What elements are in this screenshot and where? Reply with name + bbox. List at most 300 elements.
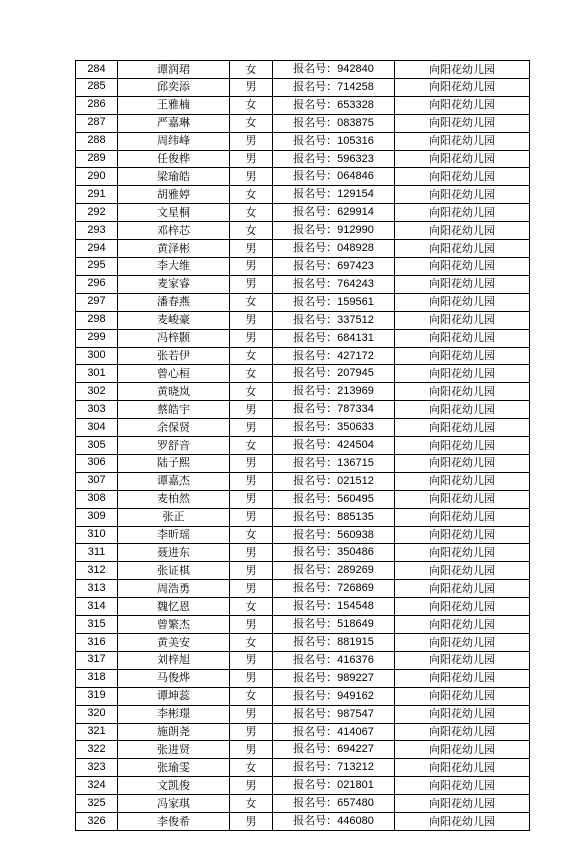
kindergarten-name: 向阳花幼儿园 bbox=[395, 472, 530, 490]
row-number: 290 bbox=[76, 168, 118, 186]
registration-label: 报名号： bbox=[293, 402, 338, 416]
row-number: 310 bbox=[76, 526, 118, 544]
row-number: 326 bbox=[76, 813, 118, 831]
registration-number-cell bbox=[273, 347, 395, 365]
student-name: 周浩勇 bbox=[118, 580, 230, 598]
student-name: 余保贤 bbox=[118, 419, 230, 437]
registration-number: 083875 bbox=[337, 116, 374, 129]
kindergarten-name: 向阳花幼儿园 bbox=[395, 168, 530, 186]
table-row bbox=[76, 347, 530, 365]
row-number: 323 bbox=[76, 759, 118, 777]
row-number: 308 bbox=[76, 490, 118, 508]
table-row bbox=[76, 132, 530, 150]
registration-number-cell bbox=[273, 705, 395, 723]
student-gender: 男 bbox=[230, 257, 273, 275]
registration-number: 213969 bbox=[337, 385, 374, 398]
registration-number: 159561 bbox=[337, 295, 374, 308]
student-name: 张若伊 bbox=[118, 347, 230, 365]
table-row bbox=[76, 705, 530, 723]
registration-number-cell bbox=[273, 401, 395, 419]
row-number: 307 bbox=[76, 472, 118, 490]
row-number: 292 bbox=[76, 204, 118, 222]
student-gender: 男 bbox=[230, 454, 273, 472]
kindergarten-name: 向阳花幼儿园 bbox=[395, 454, 530, 472]
student-gender: 男 bbox=[230, 275, 273, 293]
kindergarten-name: 向阳花幼儿园 bbox=[395, 598, 530, 616]
registration-label: 报名号： bbox=[293, 814, 338, 828]
registration-label: 报名号： bbox=[293, 348, 338, 362]
registration-number: 949162 bbox=[337, 689, 374, 702]
registration-label: 报名号： bbox=[293, 133, 338, 147]
kindergarten-name: 向阳花幼儿园 bbox=[395, 634, 530, 652]
registration-label: 报名号： bbox=[293, 294, 338, 308]
row-number: 306 bbox=[76, 454, 118, 472]
student-name: 聂进东 bbox=[118, 544, 230, 562]
registration-number: 942840 bbox=[337, 63, 374, 75]
student-gender: 女 bbox=[230, 526, 273, 544]
registration-number: 653328 bbox=[337, 98, 374, 111]
student-name: 曾心桓 bbox=[118, 365, 230, 383]
registration-number-cell bbox=[273, 544, 395, 562]
row-number: 321 bbox=[76, 723, 118, 741]
kindergarten-name: 向阳花幼儿园 bbox=[395, 651, 530, 669]
registration-label: 报名号： bbox=[293, 312, 338, 326]
registration-number-cell bbox=[273, 723, 395, 741]
table-row bbox=[76, 777, 530, 795]
kindergarten-name: 向阳花幼儿园 bbox=[395, 687, 530, 705]
registration-number-cell bbox=[273, 508, 395, 526]
kindergarten-name: 向阳花幼儿园 bbox=[395, 616, 530, 634]
row-number: 312 bbox=[76, 562, 118, 580]
table-row bbox=[76, 293, 530, 311]
registration-number-cell bbox=[273, 61, 395, 79]
registration-label: 报名号： bbox=[293, 491, 338, 505]
registration-label: 报名号： bbox=[293, 706, 338, 720]
row-number: 311 bbox=[76, 544, 118, 562]
table-row bbox=[76, 61, 530, 79]
table-row bbox=[76, 490, 530, 508]
registration-number: 350633 bbox=[337, 421, 374, 434]
registration-label: 报名号： bbox=[293, 563, 338, 577]
registration-number-cell bbox=[273, 329, 395, 347]
table-row bbox=[76, 651, 530, 669]
student-gender: 男 bbox=[230, 311, 273, 329]
row-number: 288 bbox=[76, 132, 118, 150]
student-name: 魏忆恩 bbox=[118, 598, 230, 616]
registration-number: 657480 bbox=[337, 797, 374, 810]
registration-number-cell bbox=[273, 96, 395, 114]
registration-number: 136715 bbox=[337, 456, 374, 469]
row-number: 286 bbox=[76, 96, 118, 114]
registration-number-cell bbox=[273, 132, 395, 150]
student-gender: 女 bbox=[230, 437, 273, 455]
table-row bbox=[76, 437, 530, 455]
registration-label: 报名号： bbox=[293, 97, 338, 111]
registration-number-cell bbox=[273, 741, 395, 759]
student-name: 张进贤 bbox=[118, 741, 230, 759]
registration-number-cell bbox=[273, 795, 395, 813]
registration-number: 289269 bbox=[337, 564, 374, 577]
student-name: 张证棋 bbox=[118, 562, 230, 580]
kindergarten-name: 向阳花幼儿园 bbox=[395, 383, 530, 401]
kindergarten-name: 向阳花幼儿园 bbox=[395, 526, 530, 544]
registration-label: 报名号： bbox=[293, 366, 338, 380]
registration-number-cell bbox=[273, 257, 395, 275]
student-name: 邱奕添 bbox=[118, 78, 230, 96]
kindergarten-name: 向阳花幼儿园 bbox=[395, 365, 530, 383]
row-number: 301 bbox=[76, 365, 118, 383]
registration-number-cell bbox=[273, 150, 395, 168]
student-name: 谭润珺 bbox=[118, 61, 230, 79]
registration-number-cell bbox=[273, 114, 395, 132]
registration-number-cell bbox=[273, 222, 395, 240]
student-gender: 男 bbox=[230, 401, 273, 419]
student-name: 罗舒音 bbox=[118, 437, 230, 455]
table-row bbox=[76, 813, 530, 831]
registration-label: 报名号： bbox=[293, 635, 338, 648]
registration-number: 048928 bbox=[337, 242, 374, 255]
student-name: 胡雅婷 bbox=[118, 186, 230, 204]
student-name: 张瑜雯 bbox=[118, 759, 230, 777]
student-name: 任俊桦 bbox=[118, 150, 230, 168]
table-row bbox=[76, 687, 530, 705]
registration-label: 报名号： bbox=[293, 599, 338, 613]
table-row bbox=[76, 114, 530, 132]
table-row bbox=[76, 741, 530, 759]
student-gender: 女 bbox=[230, 293, 273, 311]
table-row bbox=[76, 544, 530, 562]
registration-label: 报名号： bbox=[293, 617, 338, 631]
registration-number-cell bbox=[273, 293, 395, 311]
registration-label: 报名号： bbox=[293, 581, 338, 595]
kindergarten-name: 向阳花幼儿园 bbox=[395, 401, 530, 419]
student-gender: 男 bbox=[230, 580, 273, 598]
student-gender: 男 bbox=[230, 78, 273, 96]
registration-number: 021801 bbox=[337, 779, 374, 792]
table-row bbox=[76, 723, 530, 741]
registration-number-cell bbox=[273, 759, 395, 777]
registration-number: 154548 bbox=[337, 600, 374, 613]
registration-label: 报名号： bbox=[293, 258, 338, 272]
student-gender: 男 bbox=[230, 240, 273, 258]
registration-label: 报名号： bbox=[293, 151, 338, 165]
registration-number-cell bbox=[273, 168, 395, 186]
row-number: 303 bbox=[76, 401, 118, 419]
table-row bbox=[76, 508, 530, 526]
registration-label: 报名号： bbox=[293, 670, 338, 684]
student-gender: 男 bbox=[230, 150, 273, 168]
registration-number-cell bbox=[273, 687, 395, 705]
registration-label: 报名号： bbox=[293, 760, 338, 774]
row-number: 297 bbox=[76, 293, 118, 311]
table-row bbox=[76, 78, 530, 96]
row-number: 314 bbox=[76, 598, 118, 616]
student-gender: 男 bbox=[230, 669, 273, 687]
row-number: 324 bbox=[76, 777, 118, 795]
registration-label: 报名号： bbox=[293, 169, 338, 183]
registration-number-cell bbox=[273, 526, 395, 544]
student-name: 施朗尧 bbox=[118, 723, 230, 741]
registration-number-cell bbox=[273, 454, 395, 472]
student-gender: 男 bbox=[230, 419, 273, 437]
registration-number: 518649 bbox=[337, 618, 374, 631]
row-number: 299 bbox=[76, 329, 118, 347]
kindergarten-name: 向阳花幼儿园 bbox=[395, 257, 530, 275]
student-name: 马俊烨 bbox=[118, 669, 230, 687]
student-gender: 女 bbox=[230, 204, 273, 222]
student-name: 曾繁杰 bbox=[118, 616, 230, 634]
student-gender: 女 bbox=[230, 222, 273, 240]
roster-table bbox=[75, 60, 530, 831]
row-number: 304 bbox=[76, 419, 118, 437]
row-number: 291 bbox=[76, 186, 118, 204]
row-number: 309 bbox=[76, 508, 118, 526]
table-row bbox=[76, 257, 530, 275]
student-name: 周纬峰 bbox=[118, 132, 230, 150]
table-row bbox=[76, 204, 530, 222]
registration-number-cell bbox=[273, 240, 395, 258]
student-gender: 男 bbox=[230, 508, 273, 526]
table-row bbox=[76, 383, 530, 401]
registration-label: 报名号： bbox=[293, 473, 338, 487]
registration-number-cell bbox=[273, 580, 395, 598]
kindergarten-name: 向阳花幼儿园 bbox=[395, 114, 530, 132]
registration-label: 报名号： bbox=[293, 187, 338, 201]
kindergarten-name: 向阳花幼儿园 bbox=[395, 186, 530, 204]
row-number: 298 bbox=[76, 311, 118, 329]
kindergarten-name: 向阳花幼儿园 bbox=[395, 150, 530, 168]
row-number: 302 bbox=[76, 383, 118, 401]
table-row bbox=[76, 222, 530, 240]
kindergarten-name: 向阳花幼儿园 bbox=[395, 240, 530, 258]
student-gender: 女 bbox=[230, 383, 273, 401]
row-number: 296 bbox=[76, 275, 118, 293]
registration-number: 987547 bbox=[337, 707, 374, 720]
student-name: 潘春燕 bbox=[118, 293, 230, 311]
table-row bbox=[76, 580, 530, 598]
registration-label: 报名号： bbox=[293, 742, 338, 756]
student-name: 麦家睿 bbox=[118, 275, 230, 293]
registration-number: 596323 bbox=[337, 152, 374, 165]
student-gender: 男 bbox=[230, 168, 273, 186]
registration-number: 207945 bbox=[337, 367, 374, 380]
row-number: 318 bbox=[76, 669, 118, 687]
kindergarten-name: 向阳花幼儿园 bbox=[395, 78, 530, 96]
kindergarten-name: 向阳花幼儿园 bbox=[395, 741, 530, 759]
student-name: 黄美安 bbox=[118, 634, 230, 652]
kindergarten-name: 向阳花幼儿园 bbox=[395, 795, 530, 813]
student-gender: 男 bbox=[230, 813, 273, 831]
table-row bbox=[76, 526, 530, 544]
row-number: 295 bbox=[76, 257, 118, 275]
kindergarten-name: 向阳花幼儿园 bbox=[395, 347, 530, 365]
row-number: 284 bbox=[76, 61, 118, 79]
registration-label: 报名号： bbox=[293, 545, 338, 559]
registration-label: 报名号： bbox=[293, 688, 338, 702]
table-row bbox=[76, 669, 530, 687]
table-row bbox=[76, 634, 530, 652]
registration-number-cell bbox=[273, 472, 395, 490]
registration-number: 912990 bbox=[337, 224, 374, 237]
registration-label: 报名号： bbox=[293, 420, 338, 434]
registration-number: 021512 bbox=[337, 474, 374, 487]
registration-number: 713212 bbox=[337, 761, 374, 774]
registration-number: 764243 bbox=[337, 277, 374, 290]
kindergarten-name: 向阳花幼儿园 bbox=[395, 437, 530, 455]
table-row bbox=[76, 419, 530, 437]
row-number: 289 bbox=[76, 150, 118, 168]
kindergarten-name: 向阳花幼儿园 bbox=[395, 723, 530, 741]
row-number: 305 bbox=[76, 437, 118, 455]
table-row bbox=[76, 168, 530, 186]
registration-number-cell bbox=[273, 419, 395, 437]
table-row bbox=[76, 365, 530, 383]
registration-number-cell bbox=[273, 275, 395, 293]
kindergarten-name: 向阳花幼儿园 bbox=[395, 96, 530, 114]
student-gender: 男 bbox=[230, 741, 273, 759]
student-name: 蔡皓宇 bbox=[118, 401, 230, 419]
student-gender: 女 bbox=[230, 186, 273, 204]
row-number: 300 bbox=[76, 347, 118, 365]
registration-number-cell bbox=[273, 669, 395, 687]
student-gender: 男 bbox=[230, 651, 273, 669]
row-number: 293 bbox=[76, 222, 118, 240]
registration-number: 424504 bbox=[337, 439, 374, 452]
student-gender: 男 bbox=[230, 723, 273, 741]
student-gender: 女 bbox=[230, 347, 273, 365]
registration-number: 697423 bbox=[337, 259, 374, 272]
registration-label: 报名号： bbox=[293, 205, 338, 219]
registration-number: 684131 bbox=[337, 331, 374, 344]
row-number: 320 bbox=[76, 705, 118, 723]
registration-label: 报名号： bbox=[293, 796, 338, 810]
table-row bbox=[76, 96, 530, 114]
registration-number-cell bbox=[273, 437, 395, 455]
registration-number-cell bbox=[273, 634, 395, 652]
table-row bbox=[76, 598, 530, 616]
registration-number: 064846 bbox=[337, 170, 374, 183]
registration-number: 337512 bbox=[337, 313, 374, 326]
student-gender: 男 bbox=[230, 616, 273, 634]
student-gender: 男 bbox=[230, 490, 273, 508]
kindergarten-name: 向阳花幼儿园 bbox=[395, 705, 530, 723]
student-name: 文星桐 bbox=[118, 204, 230, 222]
table-row bbox=[76, 275, 530, 293]
kindergarten-name: 向阳花幼儿园 bbox=[395, 544, 530, 562]
row-number: 315 bbox=[76, 616, 118, 634]
registration-number-cell bbox=[273, 598, 395, 616]
registration-label: 报名号： bbox=[293, 384, 338, 398]
registration-number-cell bbox=[273, 383, 395, 401]
student-name: 李昕瑶 bbox=[118, 526, 230, 544]
registration-number: 714258 bbox=[337, 80, 374, 93]
registration-number-cell bbox=[273, 562, 395, 580]
registration-number: 560495 bbox=[337, 492, 374, 505]
student-gender: 男 bbox=[230, 705, 273, 723]
table-row bbox=[76, 401, 530, 419]
row-number: 316 bbox=[76, 634, 118, 652]
student-gender: 男 bbox=[230, 777, 273, 795]
kindergarten-name: 向阳花幼儿园 bbox=[395, 293, 530, 311]
student-name: 麦峻豪 bbox=[118, 311, 230, 329]
row-number: 319 bbox=[76, 687, 118, 705]
row-number: 322 bbox=[76, 741, 118, 759]
registration-number: 105316 bbox=[337, 134, 374, 147]
table-row bbox=[76, 240, 530, 258]
student-name: 文凯俊 bbox=[118, 777, 230, 795]
registration-number-cell bbox=[273, 651, 395, 669]
table-row bbox=[76, 795, 530, 813]
row-number: 287 bbox=[76, 114, 118, 132]
table-row bbox=[76, 186, 530, 204]
registration-label: 报名号： bbox=[293, 724, 338, 738]
registration-number-cell bbox=[273, 490, 395, 508]
table-row bbox=[76, 311, 530, 329]
student-name: 李俊希 bbox=[118, 813, 230, 831]
student-gender: 女 bbox=[230, 96, 273, 114]
student-name: 李大维 bbox=[118, 257, 230, 275]
registration-label: 报名号： bbox=[293, 115, 338, 129]
kindergarten-name: 向阳花幼儿园 bbox=[395, 329, 530, 347]
student-name: 黄泽彬 bbox=[118, 240, 230, 258]
registration-number-cell bbox=[273, 616, 395, 634]
student-name: 梁瑜皓 bbox=[118, 168, 230, 186]
registration-label: 报名号： bbox=[293, 276, 338, 290]
kindergarten-name: 向阳花幼儿园 bbox=[395, 419, 530, 437]
student-gender: 女 bbox=[230, 759, 273, 777]
student-gender: 女 bbox=[230, 114, 273, 132]
registration-number: 989227 bbox=[337, 671, 374, 684]
registration-number-cell bbox=[273, 204, 395, 222]
student-name: 麦柏然 bbox=[118, 490, 230, 508]
student-gender: 女 bbox=[230, 795, 273, 813]
row-number: 313 bbox=[76, 580, 118, 598]
registration-number-cell bbox=[273, 777, 395, 795]
row-number: 317 bbox=[76, 651, 118, 669]
student-name: 邓梓芯 bbox=[118, 222, 230, 240]
registration-number: 885135 bbox=[337, 510, 374, 523]
student-name: 李彬璟 bbox=[118, 705, 230, 723]
registration-number-cell bbox=[273, 813, 395, 831]
kindergarten-name: 向阳花幼儿园 bbox=[395, 580, 530, 598]
registration-number: 416376 bbox=[337, 653, 374, 666]
kindergarten-name: 向阳花幼儿园 bbox=[395, 490, 530, 508]
row-number: 285 bbox=[76, 78, 118, 96]
registration-label: 报名号： bbox=[293, 455, 338, 469]
kindergarten-name: 向阳花幼儿园 bbox=[395, 61, 530, 79]
registration-number: 629914 bbox=[337, 206, 374, 219]
student-name: 刘梓旭 bbox=[118, 651, 230, 669]
student-name: 冯梓颢 bbox=[118, 329, 230, 347]
student-name: 黄晓岚 bbox=[118, 383, 230, 401]
registration-label: 报名号： bbox=[293, 79, 338, 93]
student-gender: 女 bbox=[230, 61, 273, 79]
kindergarten-name: 向阳花幼儿园 bbox=[395, 132, 530, 150]
registration-number: 427172 bbox=[337, 349, 374, 362]
kindergarten-name: 向阳花幼儿园 bbox=[395, 669, 530, 687]
kindergarten-name: 向阳花幼儿园 bbox=[395, 813, 530, 831]
table-row bbox=[76, 472, 530, 490]
table-row bbox=[76, 329, 530, 347]
student-name: 陆子熙 bbox=[118, 454, 230, 472]
kindergarten-name: 向阳花幼儿园 bbox=[395, 562, 530, 580]
registration-number: 350486 bbox=[337, 546, 374, 559]
student-gender: 女 bbox=[230, 598, 273, 616]
registration-label: 报名号： bbox=[293, 778, 338, 792]
student-gender: 男 bbox=[230, 329, 273, 347]
student-gender: 女 bbox=[230, 687, 273, 705]
table-row bbox=[76, 454, 530, 472]
